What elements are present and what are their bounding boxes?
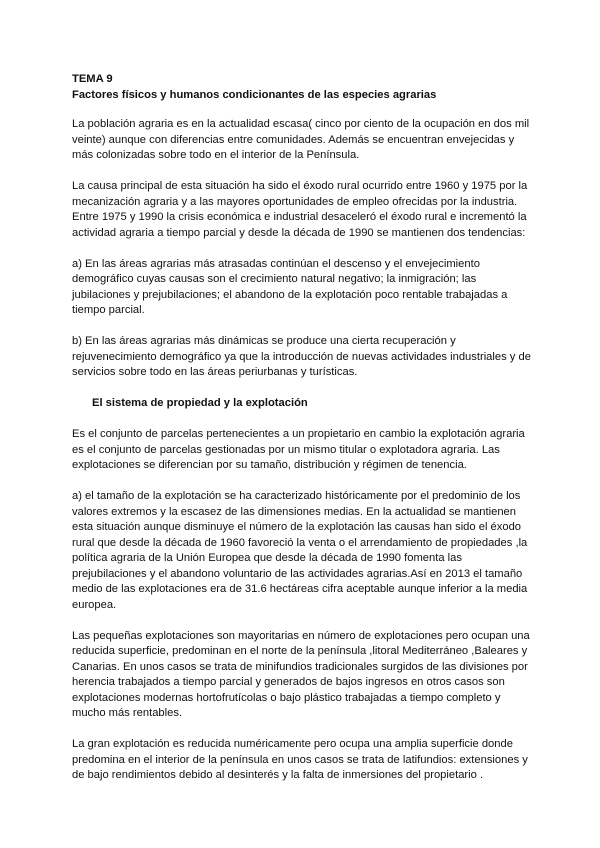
paragraph-rural-exodus: La causa principal de esta situación ha sido el éxodo rural ocurrido entre 1960 y 1975 por la mecanización agraria y a las mayores oportunidades de empleo ofrecidas por la industria. Entre 1975 y 1990 la crisis económica e industrial desaceleró el éxodo rural e incrementó la actividad agraria a tiempo parcial y desde la década de 1990 se mantienen dos tendencias: <box>72 180 528 239</box>
document-page <box>72 72 534 799</box>
paragraph-trend-b: b) En las áreas agrarias más dinámicas se produce una cierta recuperación y rejuvenecimiento demográfico ya que la introducción de nuevas actividades industriales y de servicios sobre todo en las áreas periurbanas y turísticas. <box>72 335 531 378</box>
document-title: TEMA 9 <box>72 73 113 85</box>
paragraph-definition: Es el conjunto de parcelas pertenecientes a un propietario en cambio la explotación agraria es el conjunto de parcelas gestionadas por un mismo titular o explotadora agraria. Las explotaciones se diferencian por su tamaño, distribución y régimen de tenencia. <box>72 428 525 471</box>
document-subtitle: Factores físicos y humanos condicionantes de las especies agrarias <box>72 88 437 101</box>
paragraph-size: a) el tamaño de la explotación se ha caracterizado históricamente por el predominio de los valores extremos y la escasez de las dimensiones medias. En la actualidad se mantienen esta situación aunque disminuye el número de la explotación las causas han sido el éxodo rural que desde la década de 1960 favoreció la venta o el arrendamiento de propiedades ,la política agraria de la Unión Europea que desde la década de 1990 fomenta las prejubilaciones y el abandono voluntario de las actividades agrarias.Así en 2013 el tamaño medio de las explotaciones era de 31.6 hectáreas cifra aceptable aunque inferior a la media europea. <box>72 490 528 611</box>
section-heading: El sistema de propiedad y la explotación <box>92 397 308 409</box>
paragraph-population: La población agraria es en la actualidad escasa( cinco por ciento de la ocupación en dos mil veinte) aunque con diferencias entre comunidades. Además se encuentran envejecidas y más colonizadas sobre todo en el interior de la Península. <box>72 118 530 161</box>
paragraph-small-farms: Las pequeñas explotaciones son mayoritarias en número de explotaciones pero ocupan una reducida superficie, predominan en el norte de la península ,litoral Mediterráneo ,Baleares y Canarias. En unos casos se trata de minifundios tradicionales surgidos de las divisiones por herencia trabajados a tiempo parcial y generados de bajos ingresos en otros casos son explotaciones modernas hortofrutícolas o bajo plástico trabajadas a tiempo completo y mucho más rentables. <box>72 629 530 719</box>
paragraph-large-farms: La gran explotación es reducida numéricamente pero ocupa una amplia superficie donde predomina en el interior de la península en unos casos se trata de latifundios: extensiones y de bajo rendimientos debido al desinterés y la falta de inmersiones del propietario . <box>72 738 528 781</box>
paragraph-trend-a: a) En las áreas agrarias más atrasadas continúan el descenso y el envejecimiento demográfico cuyas causas son el crecimiento natural negativo; la inmigración; las jubilaciones y prejubilaciones; el abandono de la explotación poco rentable trabajadas a tiempo parcial. <box>72 257 508 316</box>
